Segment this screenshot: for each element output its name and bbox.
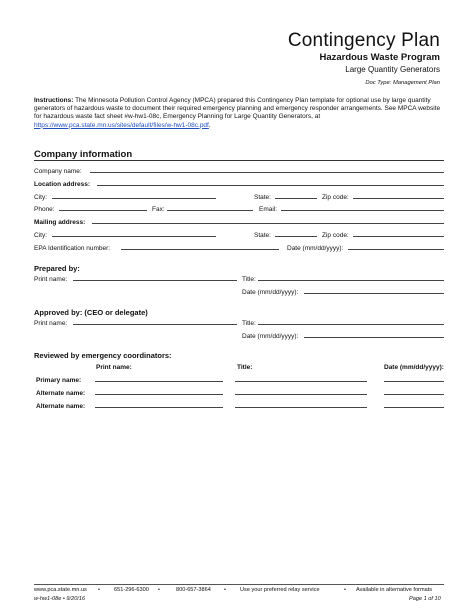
company-section-title: Company information: [34, 149, 133, 160]
primary-name-field[interactable]: [95, 381, 223, 382]
program-subtitle: Hazardous Waste Program: [319, 52, 440, 63]
alternate-name-label-2: Alternate name:: [36, 403, 86, 410]
mailing-address-field[interactable]: [92, 223, 444, 224]
alternate-title-field-1[interactable]: [235, 394, 367, 395]
prepared-date-field[interactable]: [304, 293, 444, 294]
col-print-name: Print name:: [96, 364, 132, 371]
phone-label: Phone:: [34, 206, 55, 213]
footer-phone-2: 800-657-3864: [176, 587, 211, 593]
approved-print-name-label: Print name:: [34, 320, 68, 327]
company-name-label: Company name:: [34, 168, 82, 175]
state-label: State:: [254, 194, 271, 201]
company-date-label: Date (mm/dd/yyyy):: [287, 245, 344, 252]
footer-bullet: •: [224, 587, 226, 593]
footer-page-number: Page 1 of 10: [409, 596, 441, 602]
approved-by-heading: Approved by: (CEO or delegate): [34, 308, 148, 317]
title-block: [288, 30, 440, 88]
instructions-text: The Minnesota Pollution Control Agency (MPCA) prepared this Contingency Plan template for optional use by large quantity generators of hazardous waste to document their required emergency planning and emergency responder arrangements. See MPCA website for hazardous waste fact sheet #w-hw1-08c, Emergency Planning for Large Quantity Generators, at: [34, 97, 441, 121]
mailing-city-label: City:: [34, 232, 47, 239]
instructions-paragraph: [34, 97, 444, 130]
alternate-date-field-1[interactable]: [384, 394, 444, 395]
email-label: Email:: [259, 206, 278, 213]
company-date-field[interactable]: [348, 249, 444, 250]
epa-id-label: EPA Identification number:: [34, 245, 111, 252]
footer-bullet: •: [158, 587, 160, 593]
location-address-field[interactable]: [97, 185, 444, 186]
col-date: Date (mm/dd/yyyy):: [384, 364, 444, 371]
link-suffix: .: [208, 121, 211, 129]
prepared-title-label: Title:: [242, 276, 256, 283]
col-title: Title:: [237, 364, 253, 371]
footer-divider: [34, 584, 444, 585]
prepared-print-name-label: Print name:: [34, 276, 68, 283]
footer-bullet: •: [344, 587, 346, 593]
primary-title-field[interactable]: [235, 381, 367, 382]
footer-bullet: •: [98, 587, 100, 593]
footer-formats: Available in alternative formats: [356, 587, 433, 593]
prepared-title-field[interactable]: [258, 280, 444, 281]
alternate-date-field-2[interactable]: [384, 407, 444, 408]
alternate-name-field-1[interactable]: [95, 394, 223, 395]
approved-print-name-field[interactable]: [73, 324, 237, 325]
state-field[interactable]: [275, 198, 317, 199]
fact-sheet-link[interactable]: https://www.pca.state.mn.us/sites/default/files/w-hw1-08c.pdf: [34, 121, 209, 129]
alternate-name-field-2[interactable]: [95, 407, 223, 408]
footer-phone-1: 651-296-6300: [114, 587, 149, 593]
mailing-city-field[interactable]: [52, 236, 216, 237]
page-title: Contingency Plan: [287, 30, 440, 51]
footer-relay: Use your preferred relay service: [240, 587, 320, 593]
section-divider: [34, 160, 444, 161]
mailing-zip-label: Zip code:: [322, 232, 349, 239]
footer-doc-id: w-hw1-08e • 9/20/16: [34, 596, 86, 602]
zip-field[interactable]: [353, 198, 444, 199]
mailing-state-field[interactable]: [275, 236, 317, 237]
approved-date-field[interactable]: [304, 337, 444, 338]
approved-title-label: Title:: [242, 320, 256, 327]
alternate-title-field-2[interactable]: [235, 407, 367, 408]
approved-date-label: Date (mm/dd/yyyy):: [242, 333, 299, 340]
primary-date-field[interactable]: [384, 381, 444, 382]
phone-field[interactable]: [59, 210, 147, 211]
generator-subtitle: Large Quantity Generators: [345, 65, 440, 74]
fax-field[interactable]: [167, 210, 253, 211]
epa-id-field[interactable]: [121, 249, 279, 250]
instructions-label: Instructions:: [34, 97, 74, 104]
mailing-zip-field[interactable]: [353, 236, 444, 237]
prepared-print-name-field[interactable]: [73, 280, 237, 281]
prepared-date-label: Date (mm/dd/yyyy):: [242, 289, 299, 296]
mailing-address-label: Mailing address:: [34, 219, 86, 226]
alternate-name-label-1: Alternate name:: [36, 390, 86, 397]
city-label: City:: [34, 194, 47, 201]
footer-website: www.pca.state.mn.us: [34, 587, 87, 593]
city-field[interactable]: [52, 198, 216, 199]
fax-label: Fax:: [152, 206, 165, 213]
prepared-by-heading: Prepared by:: [34, 264, 80, 273]
location-address-label: Location address:: [34, 181, 90, 188]
doc-type: Doc Type: Management Plan: [365, 80, 440, 86]
email-field[interactable]: [281, 210, 444, 211]
approved-title-field[interactable]: [258, 324, 444, 325]
primary-name-label: Primary name:: [36, 377, 82, 384]
reviewed-by-heading: Reviewed by emergency coordinators:: [34, 351, 172, 360]
zip-label: Zip code:: [322, 194, 349, 201]
company-name-field[interactable]: [90, 172, 444, 173]
mailing-state-label: State:: [254, 232, 271, 239]
